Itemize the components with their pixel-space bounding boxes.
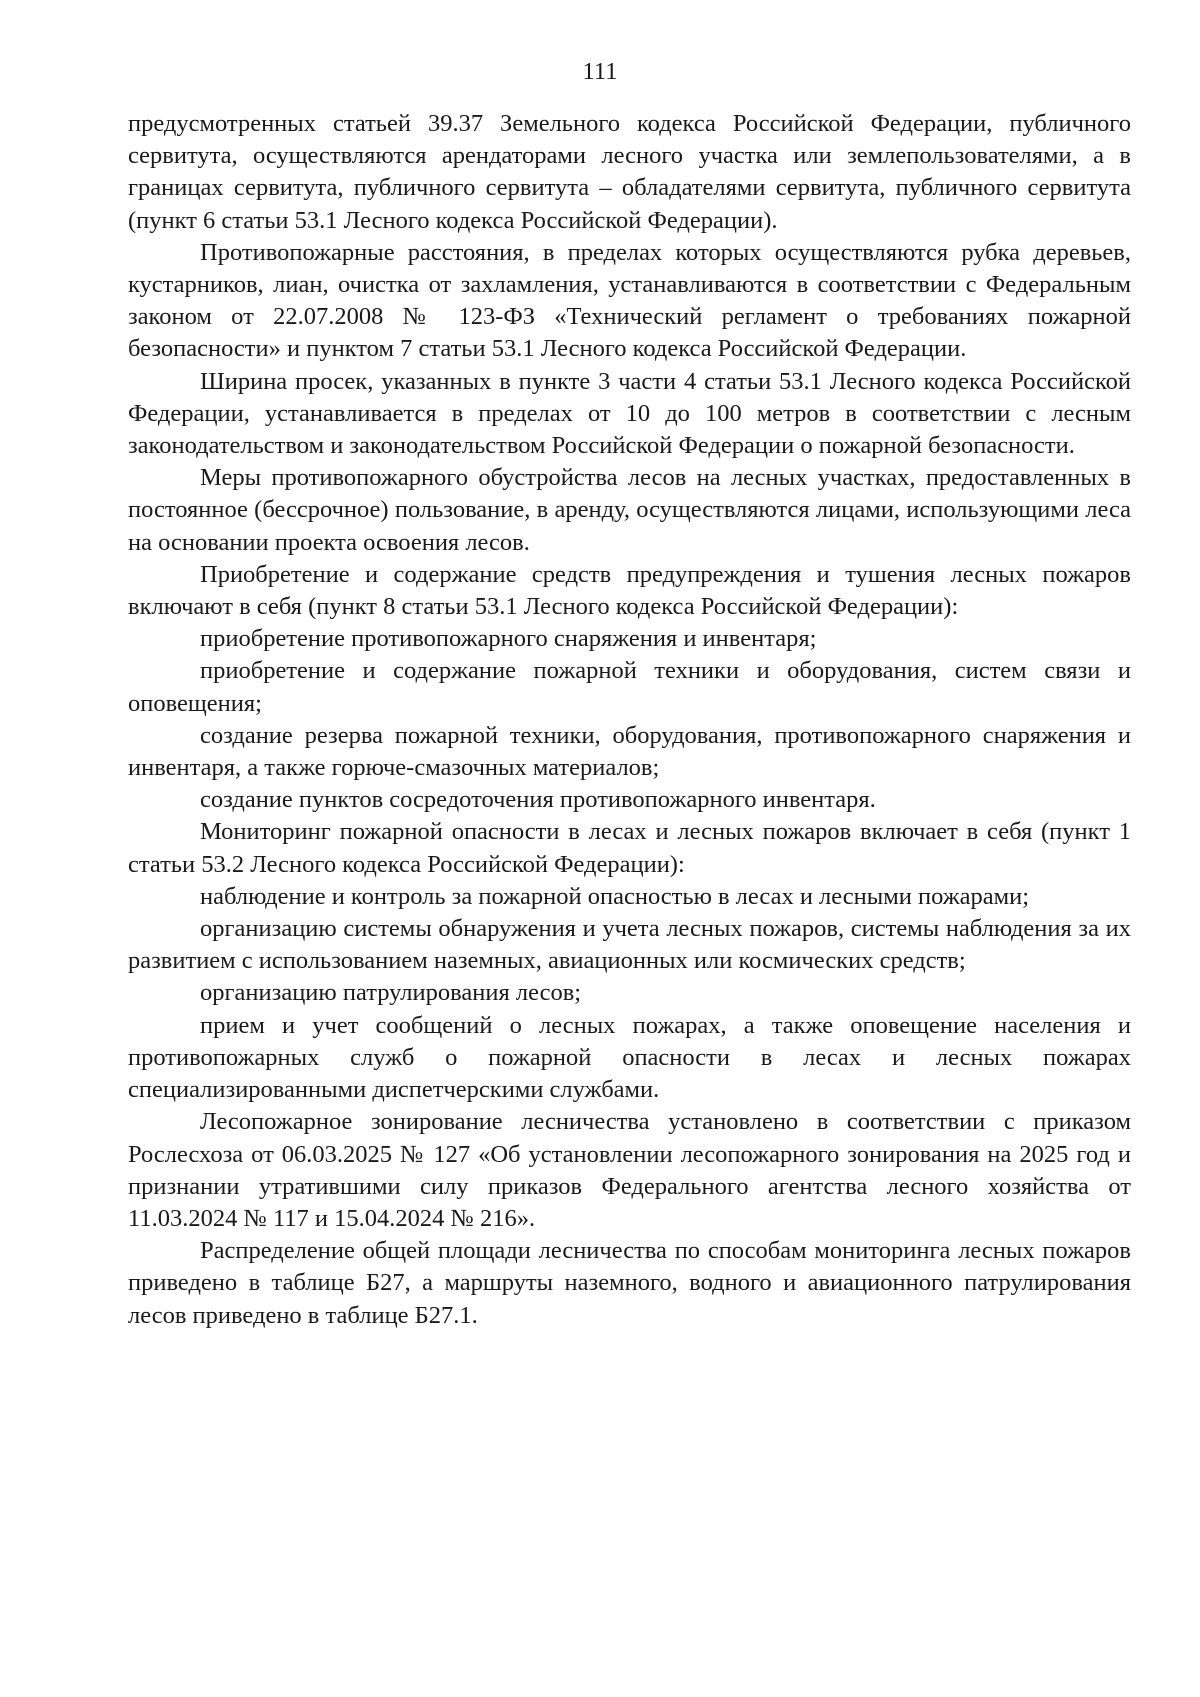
paragraph-area-distribution: Распределение общей площади лесничества по способам мониторинга лесных пожаров приведено в таблице Б27, а маршруты наземного, водного и авиационного патрулирования лесов приведено в таблице Б27.1. bbox=[128, 1237, 1131, 1329]
paragraph-monitoring-intro: Мониторинг пожарной опасности в лесах и лесных пожаров включает в себя (пункт 1 статьи 53.2 Лесного кодекса Российской Федерации): bbox=[128, 818, 1131, 878]
page-number: 111 bbox=[582, 58, 618, 85]
list-item: организацию системы обнаружения и учета лесных пожаров, системы наблюдения за их развитием с использованием наземных, авиационных или космических средств; bbox=[128, 915, 1131, 975]
document-body bbox=[128, 108, 1131, 1332]
list-item: создание пунктов сосредоточения противопожарного инвентаря. bbox=[200, 786, 876, 814]
list-item: создание резерва пожарной техники, оборудования, противопожарного снаряжения и инвентаря, а также горюче-смазочных материалов; bbox=[128, 721, 1131, 782]
paragraph-fire-zoning: Лесопожарное зонирование лесничества установлено в соответствии с приказом Рослесхоза от 06.03.2025 № 127 «Об установлении лесопожарного зонирования на 2025 год и признании утратившими силу приказов Федерального агентства лесного хозяйства от 11.03.2024 № 117 и 15.04.2024 № 216». bbox=[128, 1108, 1131, 1232]
list-item: наблюдение и контроль за пожарной опасностью в лесах и лесными пожарами; bbox=[200, 882, 1030, 910]
paragraph-fire-measures: Меры противопожарного обустройства лесов на лесных участках, предоставленных в постоянное (бессрочное) пользование, в аренду, осуществляются лицами, использующими леса на основании проекта освоения лесов. bbox=[128, 464, 1131, 556]
paragraph-fire-distances: Противопожарные расстояния, в пределах которых осуществляются рубка деревьев, кустарников, лиан, очистка от захламления, устанавливаются в соответствии с Федеральным законом от 22.07.2008 № 123-ФЗ «Технический регламент о требованиях пожарной безопасности» и пунктом 7 статьи 53.1 Лесного кодекса Российской Федерации. bbox=[128, 238, 1131, 363]
list-item: организацию патрулирования лесов; bbox=[200, 979, 582, 1007]
list-item: приобретение противопожарного снаряжения и инвентаря; bbox=[200, 625, 817, 653]
list-item: прием и учет сообщений о лесных пожарах, а также оповещение населения и противопожарных служб о пожарной опасности в лесах и лесных пожарах специализированными диспетчерскими службами. bbox=[128, 1011, 1131, 1104]
paragraph-clearing-width: Ширина просек, указанных в пункте 3 части 4 статьи 53.1 Лесного кодекса Российской Федерации, устанавливается в пределах от 10 до 100 метров в соответствии с лесным законодательством и законодательством Российской Федерации о пожарной безопасности. bbox=[128, 367, 1131, 460]
paragraph-equipment-intro: Приобретение и содержание средств предупреждения и тушения лесных пожаров включают в себя (пункт 8 статьи 53.1 Лесного кодекса Российской Федерации): bbox=[128, 560, 1131, 621]
list-item: приобретение и содержание пожарной техники и оборудования, систем связи и оповещения; bbox=[128, 657, 1131, 717]
paragraph-continuation: предусмотренных статьей 39.37 Земельного кодекса Российской Федерации, публичного сервитута, осуществляются арендаторами лесного участка или землепользователями, а в границах сервитута, публичного сервитута – обладателями сервитута, публичного сервитута (пункт 6 статьи 53.1 Лесного кодекса Российской Федерации). bbox=[128, 110, 1131, 234]
